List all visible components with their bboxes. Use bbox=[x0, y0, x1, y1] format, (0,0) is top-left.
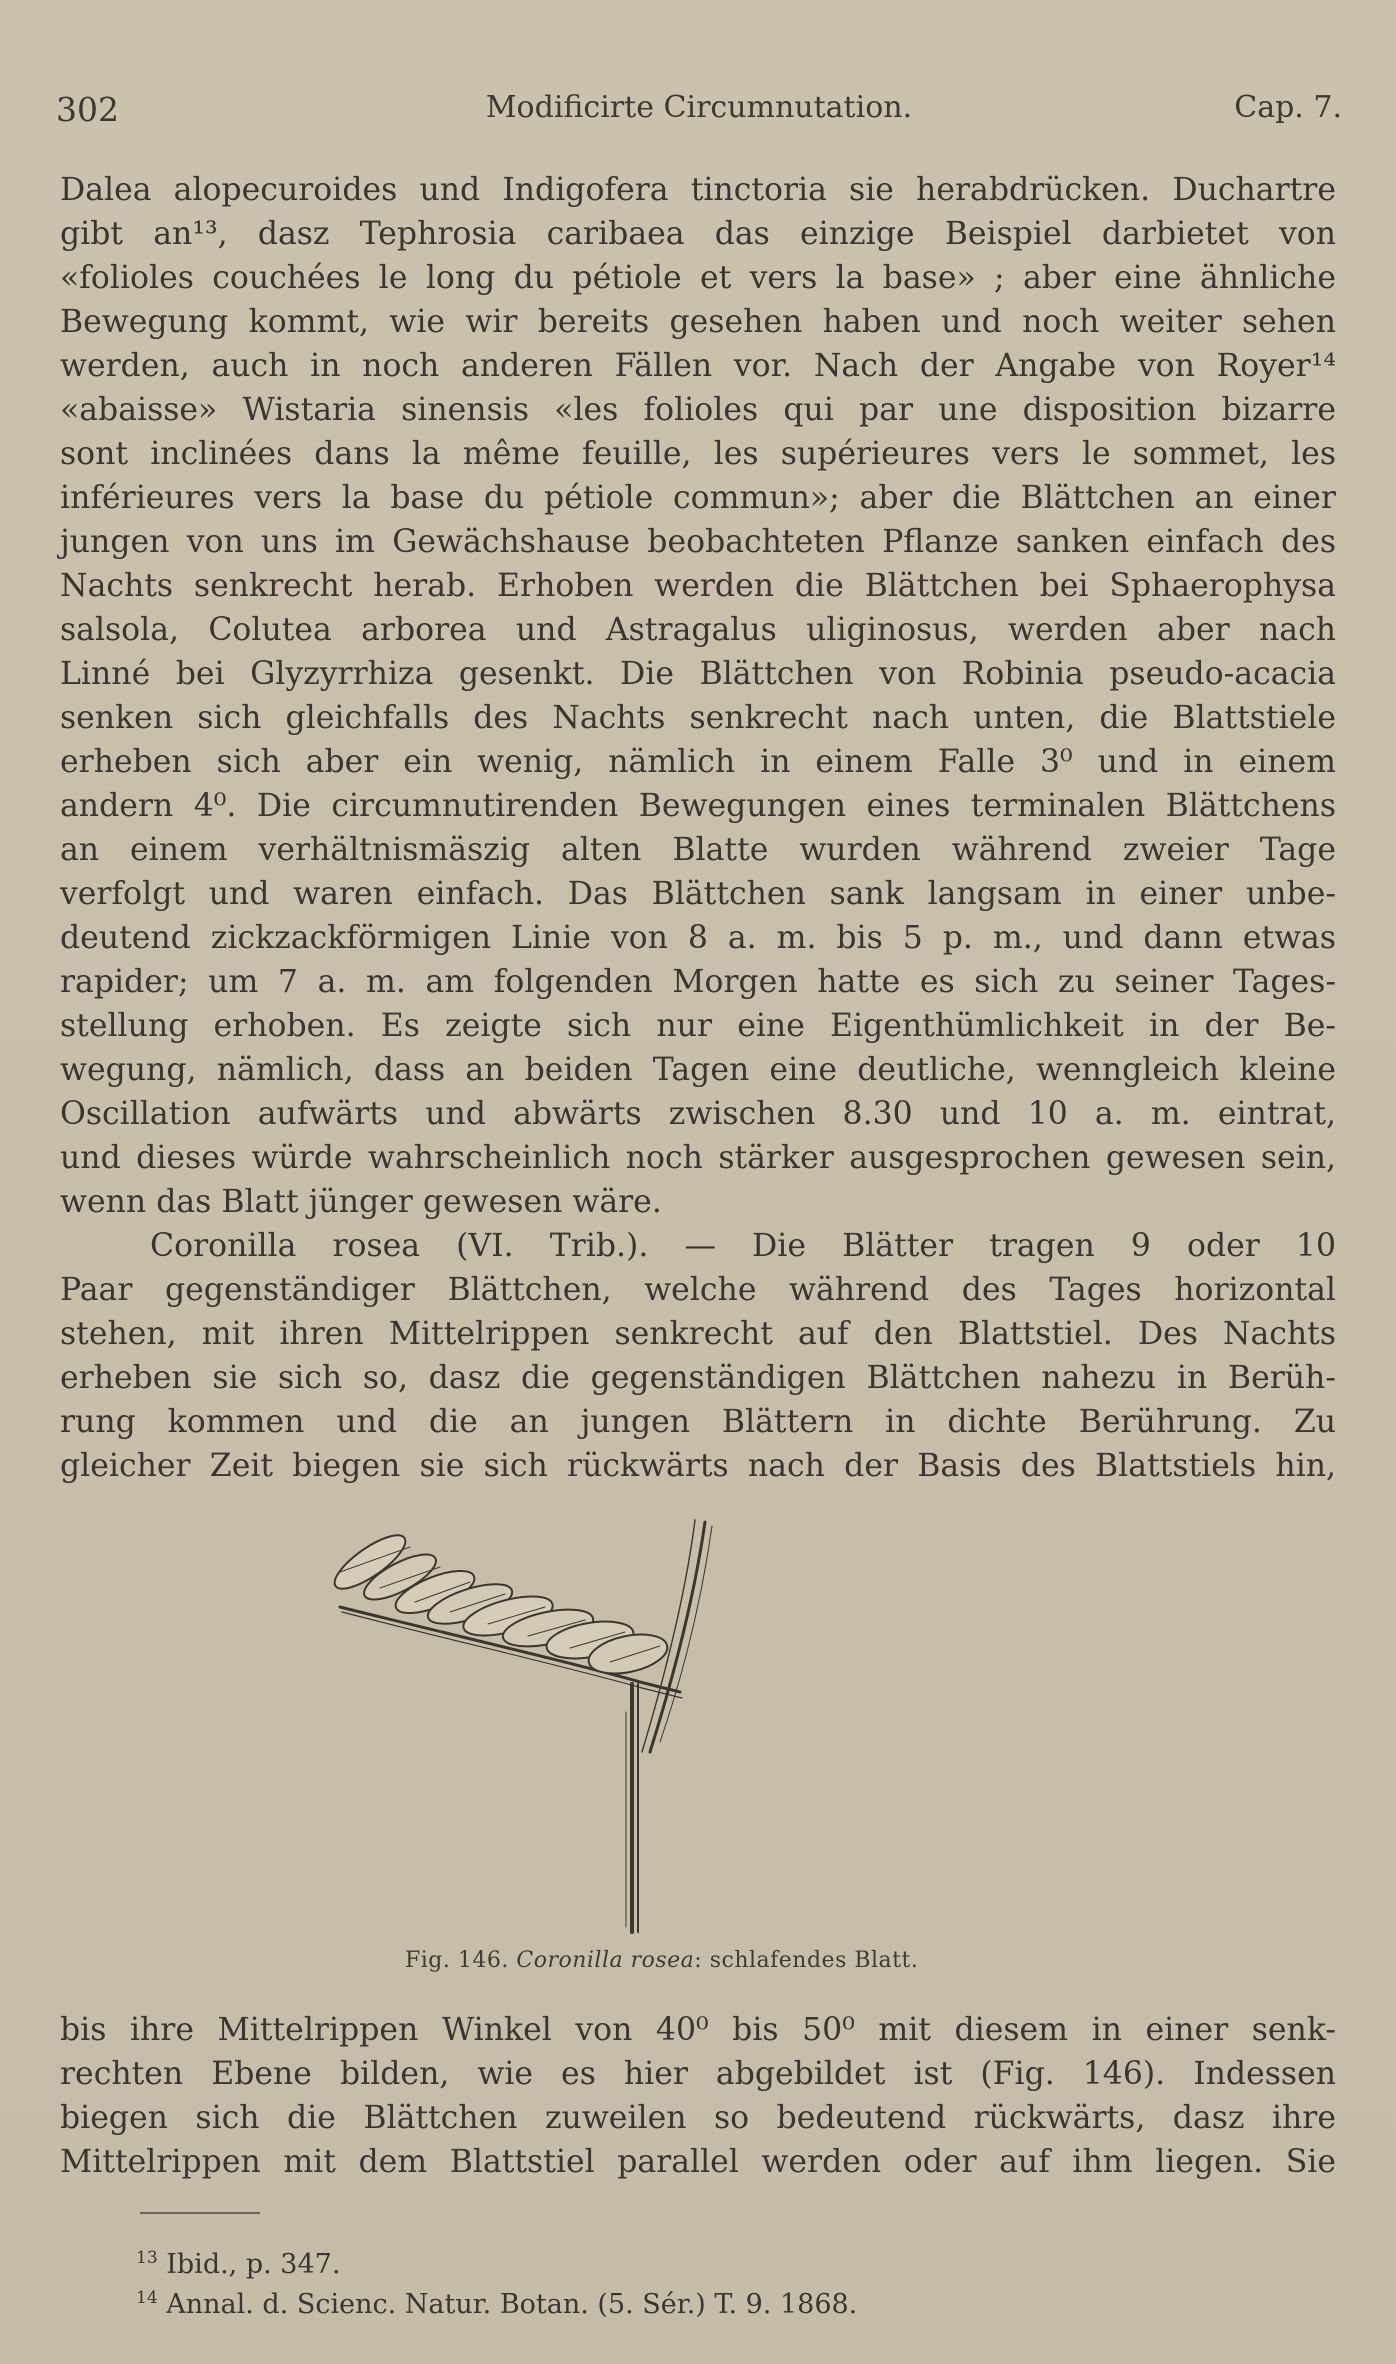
footnote-text: Annal. d. Scienc. Natur. Botan. (5. Sér.) T. 9. 1868. bbox=[166, 2289, 858, 2320]
text-line: Paar gegenständiger Blättchen, welche während des Tages horizontal bbox=[60, 1272, 1336, 1308]
text-line: rapider; um 7 a. m. am folgenden Morgen hatte es sich zu seiner Tages- bbox=[60, 964, 1336, 1000]
text-line: «folioles couchées le long du pétiole et vers la base» ; aber eine ähnliche bbox=[60, 260, 1336, 296]
text-line: Nachts senkrecht herab. Erhoben werden die Blättchen bei Sphaerophysa bbox=[60, 568, 1336, 604]
text-line: senken sich gleichfalls des Nachts senkrecht nach unten, die Blattstiele bbox=[60, 700, 1336, 736]
text-line: erheben sie sich so, dasz die gegenständigen Blättchen nahezu in Berüh- bbox=[60, 1360, 1336, 1396]
text-line: Linné bei Glyzyrrhiza gesenkt. Die Blättchen von Robinia pseudo-acacia bbox=[60, 656, 1336, 692]
text-line: Oscillation aufwärts und abwärts zwischen 8.30 und 10 a. m. eintrat, bbox=[60, 1096, 1336, 1132]
text-line: Dalea alopecuroides und Indigofera tinctoria sie herabdrücken. Duchartre bbox=[60, 172, 1336, 208]
text-line: wegung, nämlich, dass an beiden Tagen eine deutliche, wenngleich kleine bbox=[60, 1052, 1336, 1088]
figure-description: schlafendes Blatt. bbox=[709, 1948, 919, 1973]
figure-illustration bbox=[320, 1512, 1080, 1942]
text-line: bis ihre Mittelrippen Winkel von 40⁰ bis 50⁰ mit diesem in einer senk- bbox=[60, 2012, 1336, 2048]
body-text bbox=[60, 168, 1336, 1488]
figure-number: Fig. 146. bbox=[405, 1948, 509, 1973]
figure-caption: Fig. 146. Coronilla rosea: schlafendes Blatt. bbox=[405, 1948, 919, 1973]
running-title: Modificirte Circumnutation. bbox=[485, 90, 913, 125]
text-line: und dieses würde wahrscheinlich noch stärker ausgesprochen gewesen sein, bbox=[60, 1140, 1336, 1176]
footnote bbox=[136, 2238, 1036, 2278]
footnote-mark: 14 bbox=[136, 2288, 158, 2308]
text-line: sont inclinées dans la même feuille, les supérieures vers le sommet, les bbox=[60, 436, 1336, 472]
text-line: biegen sich die Blättchen zuweilen so bedeutend rückwärts, dasz ihre bbox=[60, 2100, 1336, 2136]
text-line: an einem verhältnismäszig alten Blatte wurden während zweier Tage bbox=[60, 832, 1336, 868]
text-line: erheben sich aber ein wenig, nämlich in einem Falle 3⁰ und in einem bbox=[60, 744, 1336, 780]
sleeping-leaf-drawing bbox=[320, 1512, 1080, 1942]
figure-species: Coronilla rosea bbox=[516, 1948, 695, 1973]
text-line: Mittelrippen mit dem Blattstiel parallel werden oder auf ihm liegen. Sie bbox=[60, 2144, 1336, 2180]
text-line: rechten Ebene bilden, wie es hier abgebildet ist (Fig. 146). Indessen bbox=[60, 2056, 1336, 2092]
text-line: stellung erhoben. Es zeigte sich nur eine Eigenthümlichkeit in der Be- bbox=[60, 1008, 1336, 1044]
text-line: Bewegung kommt, wie wir bereits gesehen haben und noch weiter sehen bbox=[60, 304, 1336, 340]
text-line: salsola, Colutea arborea und Astragalus uliginosus, werden aber nach bbox=[60, 612, 1336, 648]
text-line: stehen, mit ihren Mittelrippen senkrecht auf den Blattstiel. Des Nachts bbox=[60, 1316, 1336, 1352]
text-line: wenn das Blatt jünger gewesen wäre. bbox=[60, 1184, 662, 1220]
footnotes bbox=[136, 2238, 1036, 2318]
running-head bbox=[56, 84, 1342, 134]
footnote-mark: 13 bbox=[136, 2248, 158, 2268]
text-line: gibt an¹³, dasz Tephrosia caribaea das einzige Beispiel darbietet von bbox=[60, 216, 1336, 252]
text-line: verfolgt und waren einfach. Das Blättchen sank langsam in einer unbe- bbox=[60, 876, 1336, 912]
page-number: 302 bbox=[56, 90, 119, 129]
body-text-continued bbox=[60, 2008, 1336, 2184]
footnote-text: Ibid., p. 347. bbox=[166, 2249, 341, 2280]
text-line: Coronilla rosea (VI. Trib.). — Die Blätter tragen 9 oder 10 bbox=[150, 1228, 1336, 1264]
text-line: deutend zickzackförmigen Linie von 8 a. m. bis 5 p. m., und dann etwas bbox=[60, 920, 1336, 956]
chapter-label: Cap. 7. bbox=[1234, 90, 1342, 125]
text-line: «abaisse» Wistaria sinensis «les folioles qui par une disposition bizarre bbox=[60, 392, 1336, 428]
text-line: jungen von uns im Gewächshause beobachteten Pflanze sanken einfach des bbox=[60, 524, 1336, 560]
footnote bbox=[136, 2278, 1036, 2318]
text-line: rung kommen und die an jungen Blättern in dichte Berührung. Zu bbox=[60, 1404, 1336, 1440]
text-line: andern 4⁰. Die circumnutirenden Bewegungen eines terminalen Blättchens bbox=[60, 788, 1336, 824]
text-line: werden, auch in noch anderen Fällen vor. Nach der Angabe von Royer¹⁴ bbox=[60, 348, 1336, 384]
footnote-divider bbox=[140, 2212, 260, 2214]
text-line: inférieures vers la base du pétiole commun»; aber die Blättchen an einer bbox=[60, 480, 1336, 516]
text-line: gleicher Zeit biegen sie sich rückwärts nach der Basis des Blattstiels hin, bbox=[60, 1448, 1336, 1484]
